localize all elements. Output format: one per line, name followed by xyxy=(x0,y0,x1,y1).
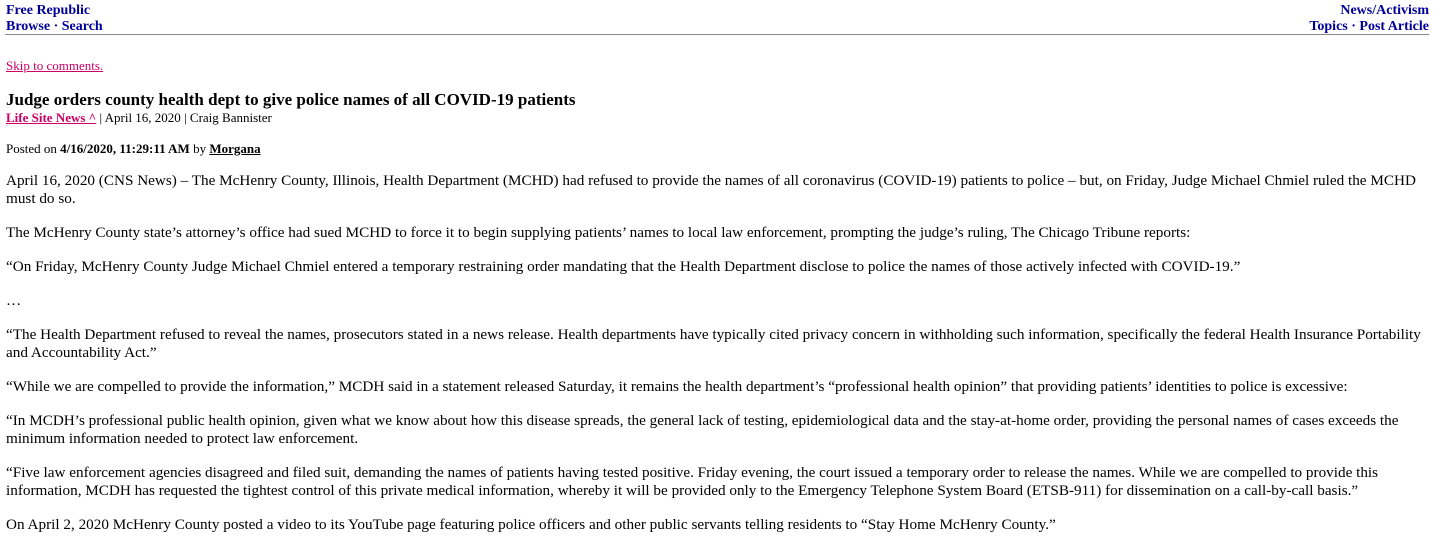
nav-separator: · xyxy=(50,19,62,34)
article-paragraph: “While we are compelled to provide the information,” MCDH said in a statement released Saturday, it remains the health department’s “professional health opinion” that providing patients’ identities to police is excessive: xyxy=(6,378,1348,395)
posted-prefix: Posted on xyxy=(6,141,61,156)
article-body xyxy=(6,172,1425,534)
nav-right xyxy=(1309,3,1429,35)
article-paragraph: April 16, 2020 (CNS News) – The McHenry County, Illinois, Health Department (MCHD) had refused to provide the names of all coronavirus (COVID-19) patients to police – but, on Friday, Judge Michael Chmiel ruled the MCHD must do so. xyxy=(6,172,1416,207)
skip-to-comments xyxy=(6,58,1425,74)
article-paragraph: “On Friday, McHenry County Judge Michael Chmiel entered a temporary restraining order mandating that the Health Department disclose to police the names of those actively infected with COVID-19.” xyxy=(6,258,1241,275)
source-link[interactable]: Life Site News ^ xyxy=(6,110,97,125)
article-paragraph: … xyxy=(6,292,22,309)
article-paragraph: On April 2, 2020 McHenry County posted a video to its YouTube page featuring police officers and other public servants telling residents to “Stay Home McHenry County.” xyxy=(6,516,1056,533)
article-paragraph: “In MCDH’s professional public health opinion, given what we know about how this disease spreads, the general lack of testing, epidemiological data and the stay-at-home order, providing the personal names of cases exceeds the minimum information needed to protect law enforcement. xyxy=(6,412,1399,447)
nav-separator: · xyxy=(1347,19,1360,34)
search-link[interactable]: Search xyxy=(61,19,103,34)
article-paragraph: “Five law enforcement agencies disagreed and filed suit, demanding the names of patients having tested positive. Friday evening, the court issued a temporary order to release the names. While we are compelled to provide this information, MCDH has requested the tightest control of this private medical information, whereby it will be provided only to the Emergency Telephone System Board (ETSB-911) for dissemination on a call-by-call basis.” xyxy=(6,464,1379,499)
article-title: Judge orders county health dept to give police names of all COVID-19 patients xyxy=(6,90,576,109)
site-header xyxy=(0,0,1433,40)
byline xyxy=(6,110,1425,126)
date-author: | April 16, 2020 | Craig Bannister xyxy=(96,110,272,125)
posted-by: by xyxy=(189,141,210,156)
browse-link[interactable]: Browse xyxy=(6,19,51,34)
post-article-link[interactable]: Post Article xyxy=(1359,19,1429,34)
article-paragraph: “The Health Department refused to reveal the names, prosecutors stated in a news release. Health departments have typically cited privacy concern in withholding such information, specifically the federal Health Insurance Portability and Accountability Act.” xyxy=(6,326,1421,361)
posted-datetime: 4/16/2020, 11:29:11 AM xyxy=(60,141,190,156)
topics-link[interactable]: Topics xyxy=(1309,19,1348,34)
article-content xyxy=(6,58,1425,550)
home-link[interactable]: Free Republic xyxy=(6,3,91,18)
posted-info xyxy=(6,141,1425,157)
category-link[interactable]: News/Activism xyxy=(1340,3,1429,18)
header-divider xyxy=(5,34,1429,35)
nav-left xyxy=(6,3,103,35)
article-paragraph: The McHenry County state’s attorney’s office had sued MCHD to force it to begin supplying patients’ names to local law enforcement, prompting the judge’s ruling, The Chicago Tribune reports: xyxy=(6,224,1191,241)
skip-to-comments-link[interactable]: Skip to comments. xyxy=(6,58,104,73)
poster-link[interactable]: Morgana xyxy=(209,141,261,156)
